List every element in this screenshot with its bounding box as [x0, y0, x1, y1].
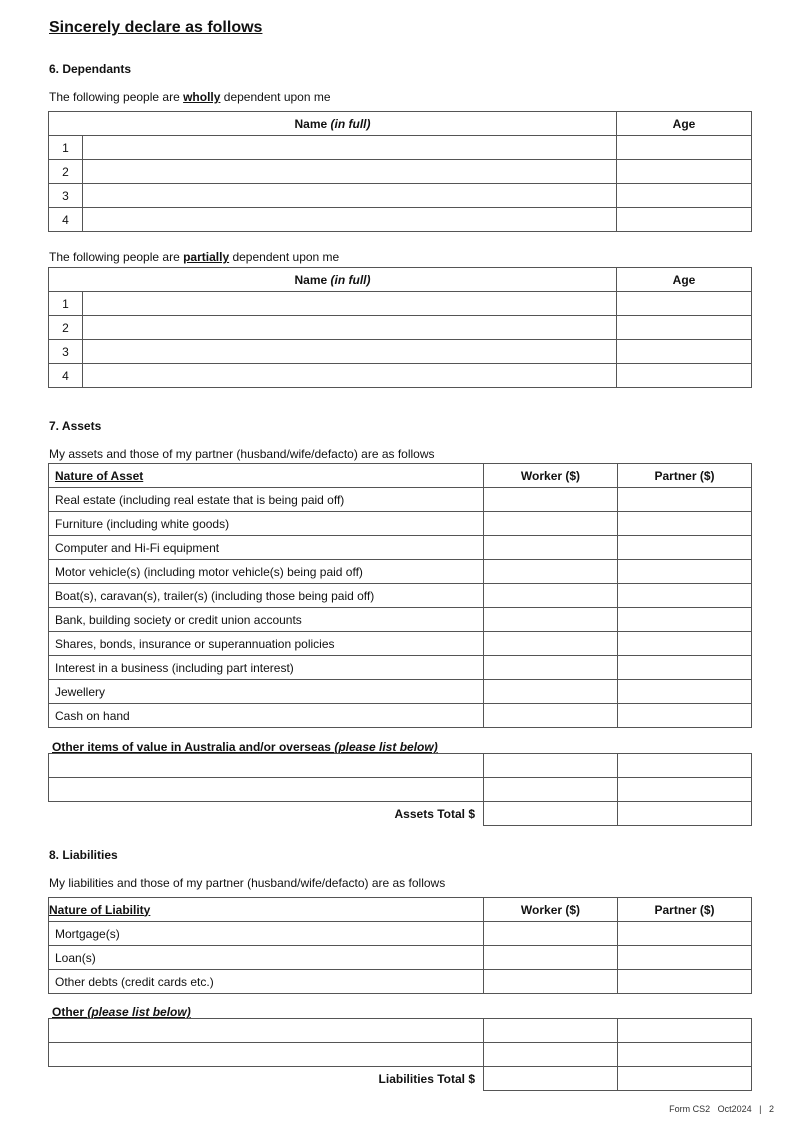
liabilities-total-worker-field[interactable] [484, 1067, 618, 1091]
assets-other-table [48, 753, 752, 826]
age-field[interactable] [617, 292, 752, 316]
name-field[interactable] [83, 208, 617, 232]
partner-amount-field[interactable] [618, 680, 752, 704]
liabilities-intro: My liabilities and those of my partner (husband/wife/defacto) are as follows [49, 876, 446, 890]
liabilities-total-label: Liabilities Total $ [378, 1071, 475, 1086]
partner-amount-field[interactable] [618, 584, 752, 608]
name-field[interactable] [83, 292, 617, 316]
worker-amount-field[interactable] [484, 1043, 618, 1067]
worker-amount-field[interactable] [484, 778, 618, 802]
table-row: Interest in a business (including part interest) [49, 656, 752, 680]
other-liability-description-field[interactable] [49, 1043, 484, 1067]
partner-amount-field[interactable] [618, 946, 752, 970]
other-asset-description-field[interactable] [49, 778, 484, 802]
worker-amount-field[interactable] [484, 608, 618, 632]
assets-table [48, 463, 752, 728]
table-row [49, 1043, 752, 1067]
col-name-header: Name (in full) [49, 112, 617, 136]
col-age-header: Age [617, 268, 752, 292]
partner-amount-field[interactable] [618, 754, 752, 778]
partner-amount-field[interactable] [618, 970, 752, 994]
partially-dependants-table [48, 267, 752, 388]
liabilities-other-label: Other (please list below) [52, 1005, 191, 1019]
worker-amount-field[interactable] [484, 970, 618, 994]
worker-amount-field[interactable] [484, 512, 618, 536]
worker-amount-field[interactable] [484, 922, 618, 946]
worker-amount-field[interactable] [484, 754, 618, 778]
assets-intro: My assets and those of my partner (husband/wife/defacto) are as follows [49, 447, 435, 461]
wholly-dependants-table [48, 111, 752, 232]
partner-amount-field[interactable] [618, 536, 752, 560]
assets-other-label: Other items of value in Australia and/or overseas (please list below) [52, 740, 438, 754]
table-row: Real estate (including real estate that is being paid off) [49, 488, 752, 512]
worker-amount-field[interactable] [484, 560, 618, 584]
liabilities-other-table [48, 1018, 752, 1091]
table-row: Boat(s), caravan(s), trailer(s) (including those being paid off) [49, 584, 752, 608]
worker-amount-field[interactable] [484, 536, 618, 560]
partner-amount-field[interactable] [618, 778, 752, 802]
table-row: 2 [49, 160, 752, 184]
partner-amount-field[interactable] [618, 1043, 752, 1067]
table-row: 1 [49, 292, 752, 316]
name-field[interactable] [83, 316, 617, 340]
table-row: 4 [49, 364, 752, 388]
table-row: Computer and Hi-Fi equipment [49, 536, 752, 560]
age-field[interactable] [617, 316, 752, 340]
table-row: Motor vehicle(s) (including motor vehicle(s) being paid off) [49, 560, 752, 584]
table-row: Other debts (credit cards etc.) [49, 970, 752, 994]
col-worker-header: Worker ($) [484, 464, 618, 488]
liabilities-table [48, 897, 752, 994]
table-row: Jewellery [49, 680, 752, 704]
other-asset-description-field[interactable] [49, 754, 484, 778]
partner-amount-field[interactable] [618, 656, 752, 680]
table-row [49, 754, 752, 778]
col-name-header: Name (in full) [49, 268, 617, 292]
page-title: Sincerely declare as follows [49, 19, 263, 36]
col-partner-header: Partner ($) [618, 898, 752, 922]
partially-intro: The following people are partially dependent upon me [49, 250, 340, 264]
col-age-header: Age [617, 112, 752, 136]
col-partner-header: Partner ($) [618, 464, 752, 488]
table-row: Shares, bonds, insurance or superannuation policies [49, 632, 752, 656]
assets-heading: 7. Assets [49, 419, 102, 433]
worker-amount-field[interactable] [484, 632, 618, 656]
worker-amount-field[interactable] [484, 656, 618, 680]
col-nature-header: Nature of Liability [49, 898, 484, 922]
table-row: 2 [49, 316, 752, 340]
partner-amount-field[interactable] [618, 1019, 752, 1043]
assets-total-worker-field[interactable] [484, 802, 618, 826]
assets-total-partner-field[interactable] [618, 802, 752, 826]
table-row: Loan(s) [49, 946, 752, 970]
worker-amount-field[interactable] [484, 680, 618, 704]
partner-amount-field[interactable] [618, 704, 752, 728]
table-row: Furniture (including white goods) [49, 512, 752, 536]
col-nature-header: Nature of Asset [49, 464, 484, 488]
liabilities-total-partner-field[interactable] [618, 1067, 752, 1091]
table-row [49, 778, 752, 802]
age-field[interactable] [617, 208, 752, 232]
age-field[interactable] [617, 136, 752, 160]
dependants-heading: 6. Dependants [49, 62, 132, 76]
worker-amount-field[interactable] [484, 488, 618, 512]
other-liability-description-field[interactable] [49, 1019, 484, 1043]
worker-amount-field[interactable] [484, 584, 618, 608]
table-row: Cash on hand [49, 704, 752, 728]
partner-amount-field[interactable] [618, 488, 752, 512]
name-field[interactable] [83, 364, 617, 388]
name-field[interactable] [83, 184, 617, 208]
total-row [49, 1067, 752, 1091]
page-footer: Form CS2 Oct2024 | 2 [669, 1104, 774, 1114]
worker-amount-field[interactable] [484, 946, 618, 970]
partner-amount-field[interactable] [618, 560, 752, 584]
partner-amount-field[interactable] [618, 632, 752, 656]
age-field[interactable] [617, 184, 752, 208]
table-row: 1 [49, 136, 752, 160]
worker-amount-field[interactable] [484, 704, 618, 728]
table-row: Mortgage(s) [49, 922, 752, 946]
name-field[interactable] [83, 136, 617, 160]
liabilities-heading: 8. Liabilities [49, 848, 118, 862]
table-row: 3 [49, 184, 752, 208]
age-field[interactable] [617, 364, 752, 388]
partner-amount-field[interactable] [618, 922, 752, 946]
partner-amount-field[interactable] [618, 512, 752, 536]
age-field[interactable] [617, 340, 752, 364]
assets-total-label: Assets Total $ [394, 806, 475, 821]
table-row: Bank, building society or credit union accounts [49, 608, 752, 632]
wholly-intro: The following people are wholly dependent upon me [49, 90, 331, 104]
name-field[interactable] [83, 340, 617, 364]
table-row: 4 [49, 208, 752, 232]
table-row [49, 1019, 752, 1043]
worker-amount-field[interactable] [484, 1019, 618, 1043]
total-row [49, 802, 752, 826]
col-worker-header: Worker ($) [484, 898, 618, 922]
age-field[interactable] [617, 160, 752, 184]
table-row: 3 [49, 340, 752, 364]
name-field[interactable] [83, 160, 617, 184]
partner-amount-field[interactable] [618, 608, 752, 632]
